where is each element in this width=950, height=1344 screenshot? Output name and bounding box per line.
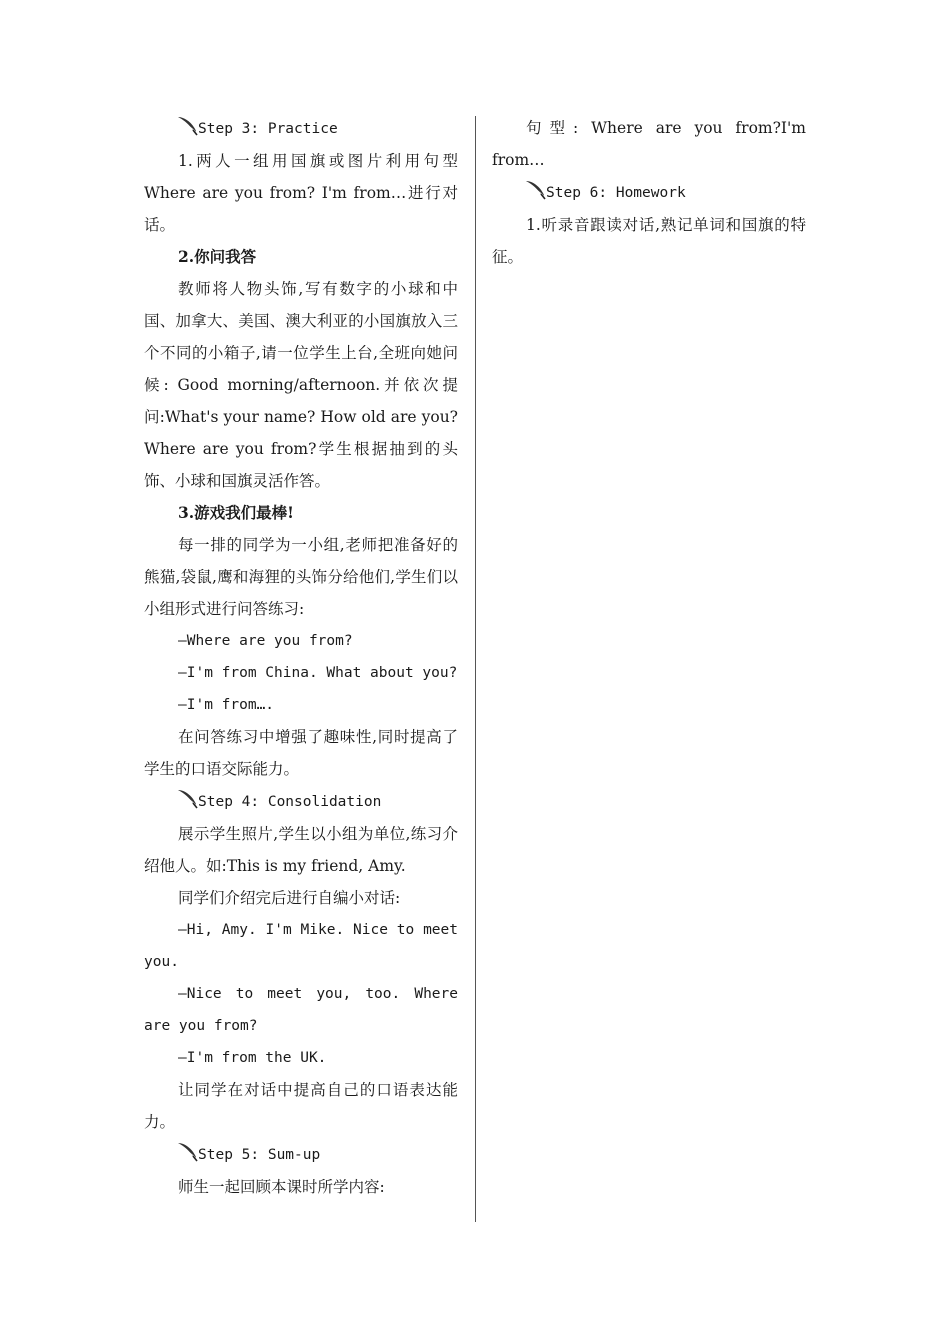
step3-heading: Step 3: Practice [144,112,458,145]
paragraph: 展示学生照片,学生以小组为单位,练习介绍他人。如:This is my friend, Amy. [144,825,458,875]
dialogue-line: —I'm from…. [178,697,275,713]
step6-heading: Step 6: Homework [492,176,806,209]
dialogue-line: —Nice to meet you, too. Where are you from? [144,986,458,1034]
column-divider [475,116,476,1222]
left-column [144,112,458,1203]
quill-pen-icon [176,114,198,136]
subheading: 2.你问我答 [178,247,257,266]
paragraph: 1.两人一组用国旗或图片利用句型Where are you from? I'm from…进行对话。 [144,152,458,234]
subheading: 3.游戏我们最棒! [178,503,294,522]
dialogue-line: —Where are you from? [178,633,353,649]
paragraph: 句型: Where are you from?I'm from… [492,119,806,169]
step5-heading: Step 5: Sum-up [144,1138,458,1171]
paragraph: 同学们介绍完后进行自编小对话: [178,889,401,907]
quill-pen-icon [524,178,546,200]
dialogue-line: —I'm from China. What about you? [178,665,458,681]
right-column [492,112,806,273]
step4-heading: Step 4: Consolidation [144,785,458,818]
dialogue-line: —Hi, Amy. I'm Mike. Nice to meet you. [144,922,458,970]
paragraph: 教师将人物头饰,写有数字的小球和中国、加拿大、美国、澳大利亚的小国旗放入三个不同的小箱子,请一位学生上台,全班向她问候: Good morning/afternoon.并依次提问:What's your name? How old are you? Where are you from?学生根据抽到的头饰、小球和国旗灵活作答。 [144,280,458,490]
paragraph: 在问答练习中增强了趣味性,同时提高了学生的口语交际能力。 [144,728,458,778]
dialogue-line: —I'm from the UK. [178,1050,327,1066]
quill-pen-icon [176,787,198,809]
quill-pen-icon [176,1140,198,1162]
paragraph: 1.听录音跟读对话,熟记单词和国旗的特征。 [492,216,806,266]
paragraph: 师生一起回顾本课时所学内容: [178,1178,385,1196]
paragraph: 让同学在对话中提高自己的口语表达能力。 [144,1081,458,1131]
paragraph: 每一排的同学为一小组,老师把准备好的熊猫,袋鼠,鹰和海狸的头饰分给他们,学生们以小组形式进行问答练习: [144,536,458,618]
